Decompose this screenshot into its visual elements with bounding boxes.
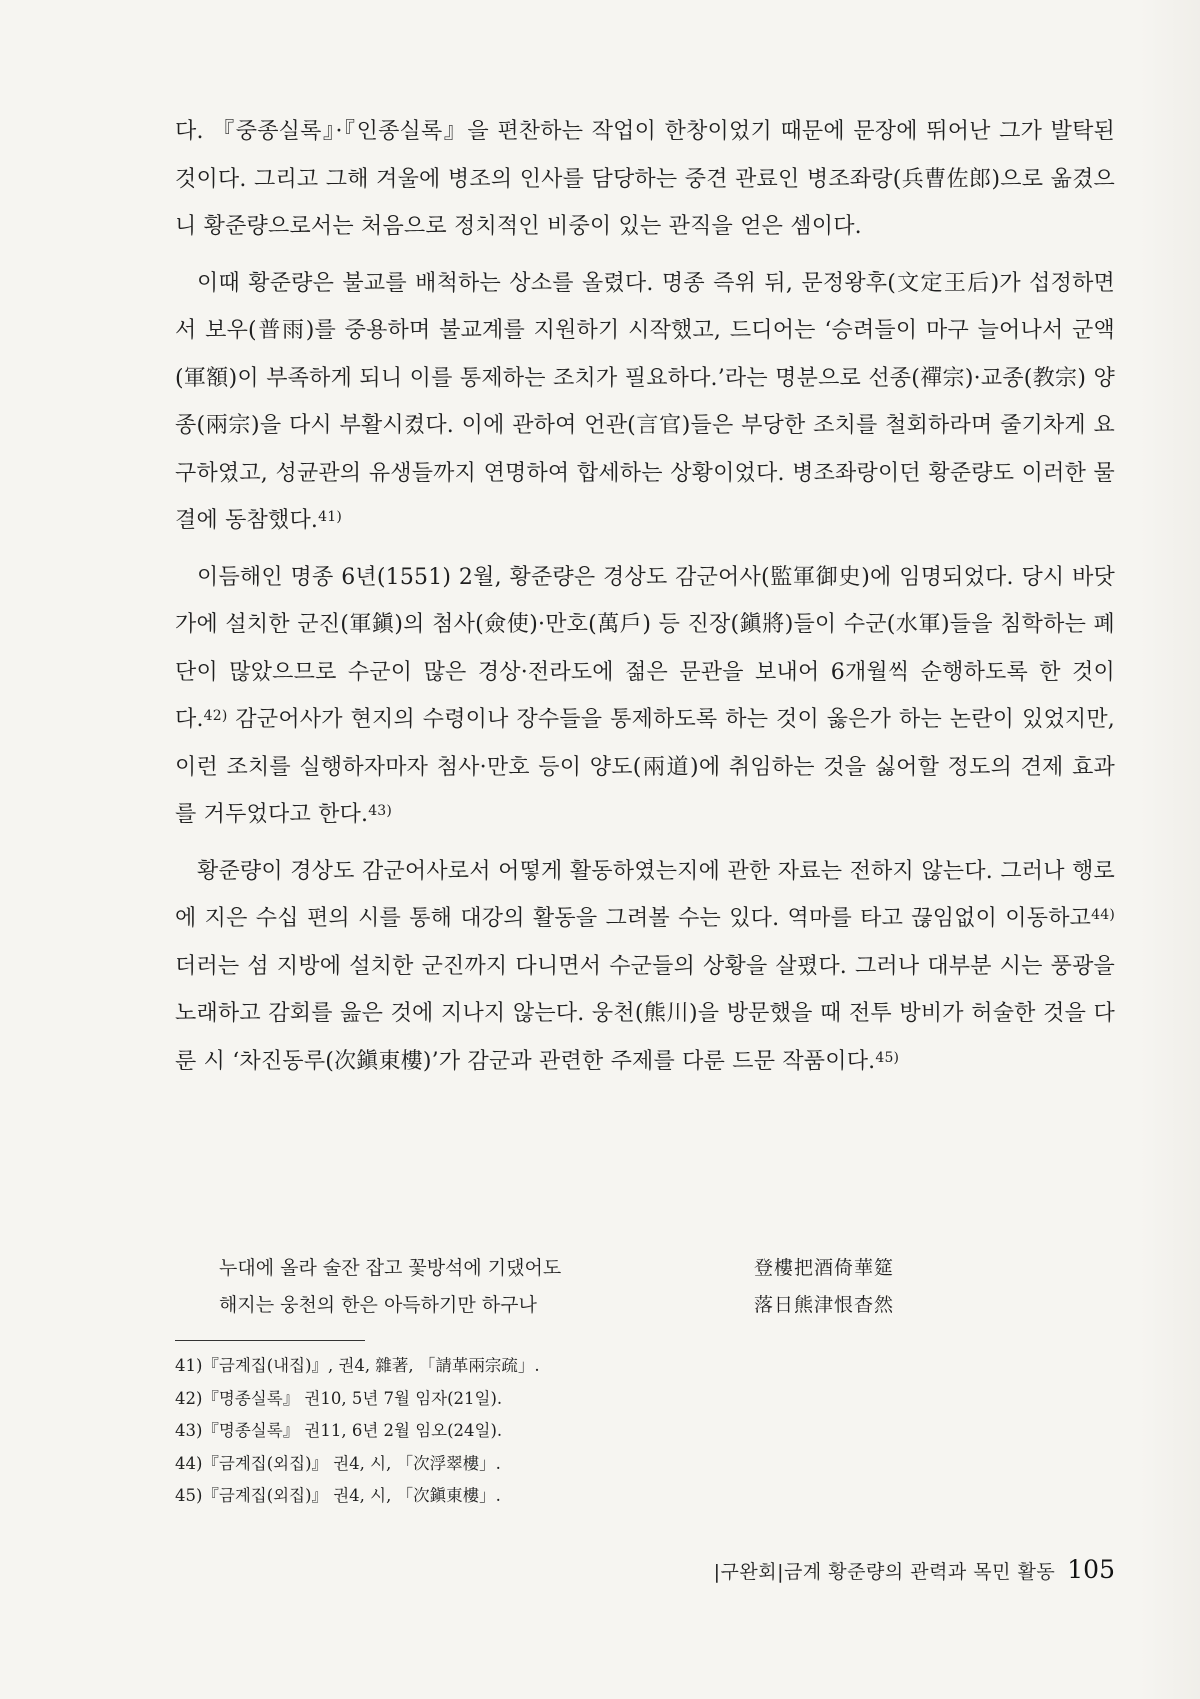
footnote-ref-44[interactable]: 44): [1091, 907, 1115, 923]
paragraph-4: [175, 848, 1115, 1086]
footnote-43: 43)『명종실록』 권11, 6년 2월 임오(24일).: [175, 1421, 503, 1440]
footnote-ref-41[interactable]: 41): [318, 509, 342, 525]
footnote-42: 42)『명종실록』 권10, 5년 7월 임자(21일).: [175, 1388, 503, 1408]
running-title: |구완회|금계 황준량의 관력과 목민 활동: [713, 1561, 1056, 1583]
paragraph-3-text-b: 감군어사가 현지의 수령이나 장수들을 통제하도록 하는 것이 옳은가 하는 논란이 있었지만, 이런 조치를 실행하자마자 첨사·만호 등이 양도(兩道)에 취임하는 것을 싫어할 정도의 견제 효과를 거두었다고 한다.: [175, 707, 1115, 827]
poem-korean-line: 누대에 올라 술잔 잡고 꽃방석에 기댔어도: [219, 1257, 562, 1279]
paragraph-2: [175, 260, 1115, 545]
poem-hanja-line: 落日熊津恨杳然: [754, 1294, 895, 1316]
paragraph-4-text-b: 더러는 섬 지방에 설치한 군진까지 다니면서 수군들의 상황을 살폈다. 그러나 대부분 시는 풍광을 노래하고 감회를 읊은 것에 지나지 않는다. 웅천(熊川)을 방문했을 때 전투 방비가 허술한 것을 다룬 시 ‘차진동루(次鎭東樓)’가 감군과 관련한 주제를 다룬 드문 작품이다.: [175, 953, 1115, 1074]
page-edge-shading: [1140, 0, 1200, 1699]
footnote-ref-45[interactable]: 45): [875, 1049, 900, 1066]
poem-line: [219, 1287, 1115, 1324]
footnote-divider: [175, 1340, 365, 1341]
poem-hanja-line: 登樓把酒倚華筵: [754, 1257, 895, 1279]
running-footer: [714, 1555, 1115, 1584]
paragraph-1-text: 다. 『중종실록』·『인종실록』을 편찬하는 작업이 한창이었기 때문에 문장에 뛰어난 그가 발탁된 것이다. 그리고 그해 겨울에 병조의 인사를 담당하는 중견 관료인 병조좌랑(兵曹佐郎)으로 옮겼으니 황준량으로서는 처음으로 정치적인 비중이 있는 관직을 얻은 셈이다.: [175, 119, 1115, 239]
paragraph-1: [175, 108, 1115, 251]
body-text: [175, 108, 1115, 1094]
page-number: 105: [1067, 1555, 1115, 1584]
poem-line: [219, 1250, 1115, 1287]
paragraph-3: [175, 554, 1115, 839]
footnote-ref-42[interactable]: 42): [203, 708, 228, 724]
poem-quotation: [219, 1250, 1115, 1324]
paragraph-4-text-a: 황준량이 경상도 감군어사로서 어떻게 활동하였는지에 관한 자료는 전하지 않는다. 그러나 행로에 지은 수십 편의 시를 통해 대강의 활동을 그려볼 수는 있다. 역마를 타고 끊임없이 이동하고: [175, 858, 1115, 931]
footnotes: [175, 1350, 1075, 1513]
paragraph-3-text-a: 이듬해인 명종 6년(1551) 2월, 황준량은 경상도 감군어사(監軍御史)에 임명되었다. 당시 바닷가에 설치한 군진(軍鎭)의 첨사(僉使)·만호(萬戶) 등 진장(鎭將)들이 수군(水軍)들을 침학하는 폐단이 많았으므로 수군이 많은 경상·전라도에 젊은 문관을 보내어 6개월씩 순행하도록 한 것이다.: [175, 564, 1115, 732]
footnote-44: 44)『금계집(외집)』 권4, 시, 「次浮翠樓」.: [175, 1453, 501, 1473]
poem-korean-line: 해지는 웅천의 한은 아득하기만 하구나: [219, 1294, 537, 1316]
footnote-ref-43[interactable]: 43): [368, 803, 393, 819]
footnote-45: 45)『금계집(외집)』 권4, 시, 「次鎭東樓」.: [175, 1486, 501, 1505]
paragraph-2-text: 이때 황준량은 불교를 배척하는 상소를 올렸다. 명종 즉위 뒤, 문정왕후(文定王后)가 섭정하면서 보우(普雨)를 중용하며 불교계를 지원하기 시작했고, 드디어는 ‘승려들이 마구 늘어나서 군액(軍額)이 부족하게 되니 이를 통제하는 조치가 필요하다.’라는 명분으로 선종(禪宗)·교종(教宗) 양종(兩宗)을 다시 부활시켰다. 이에 관하여 언관(言官)들은 부당한 조치를 철회하라며 줄기차게 요구하였고, 성균관의 유생들까지 연명하여 합세하는 상황이었다. 병조좌랑이던 황준량도 이러한 물결에 동참했다.: [175, 270, 1115, 533]
footnote-41: 41)『금계집(내집)』, 권4, 雜著, 「請革兩宗疏」.: [175, 1356, 540, 1375]
